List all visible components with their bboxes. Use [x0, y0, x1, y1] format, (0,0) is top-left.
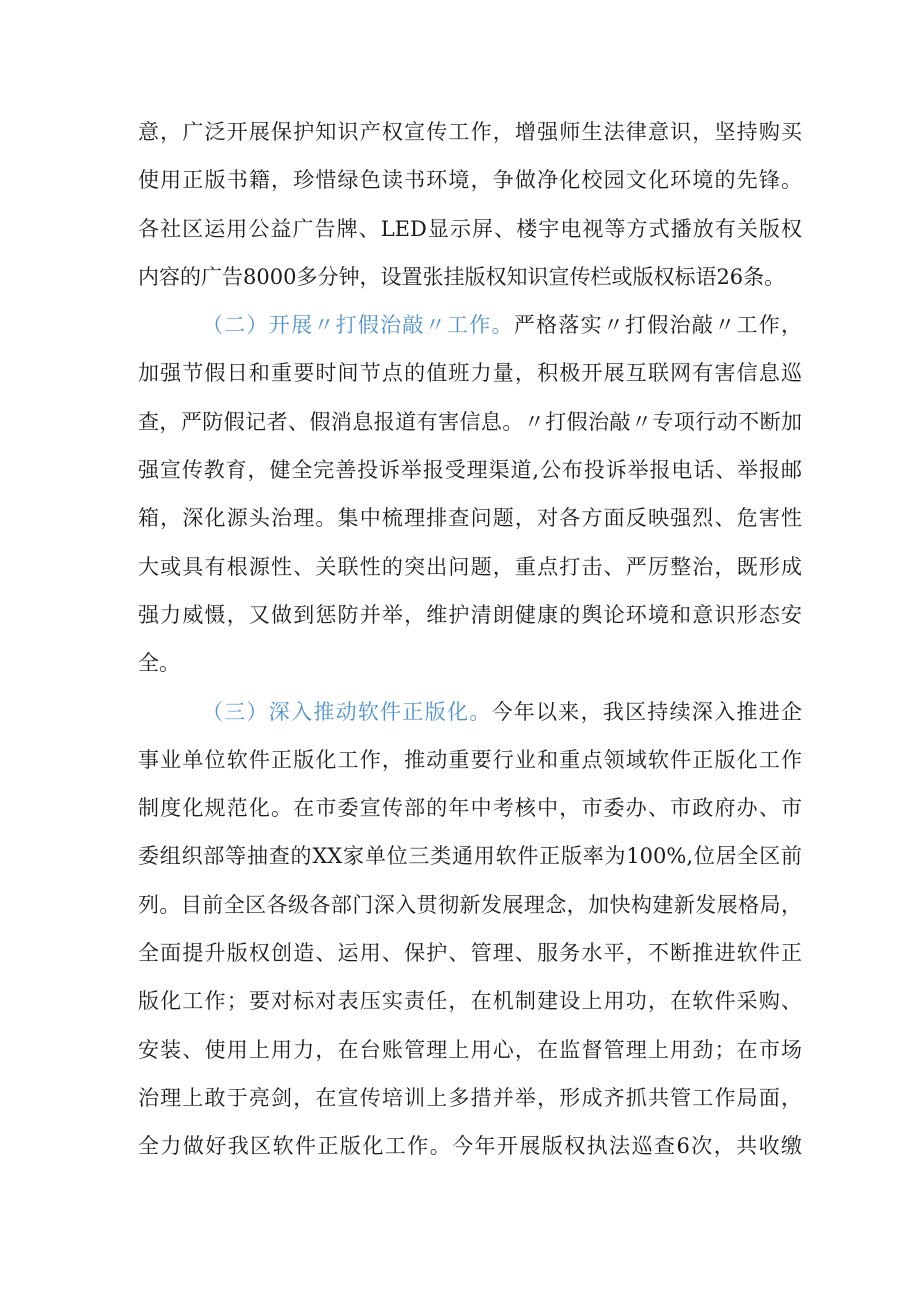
body-text-line: 使用正版书籍，珍惜绿色读书环境，争做净化校园文化环境的先锋。 [138, 168, 802, 193]
body-text-line: 全面提升版权创造、运用、保护、管理、服务水平，不断推进软件正 [138, 941, 802, 966]
paragraph-first-line [138, 301, 802, 349]
body-text-line: 列。目前全区各级各部门深入贯彻新发展理念，加快构建新发展格局， [138, 892, 802, 917]
body-text-line: 版化工作；要对标对表压实责任，在机制建设上用功，在软件采购、 [138, 989, 802, 1014]
body-text-line: 安装、使用上用力，在台账管理上用心，在监督管理上用劲；在市场 [138, 1037, 802, 1062]
body-text-line: 加强节假日和重要时间节点的值班力量，积极开展互联网有害信息巡 [138, 361, 802, 386]
body-text-line: 强力威慑，又做到惩防并举，维护清朗健康的舆论环境和意识形态安 [138, 602, 802, 627]
body-text: 今年以来，我区持续深入推进企 [491, 699, 802, 724]
section-heading: （三）深入推动软件正版化。 [202, 699, 492, 724]
body-text-line: 制度化规范化。在市委宣传部的年中考核中，市委办、市政府办、市 [138, 796, 802, 821]
body-text-line: 全。 [138, 651, 180, 676]
body-text-line: 箱，深化源头治理。集中梳理排查问题，对各方面反映强烈、危害性 [138, 506, 802, 531]
body-text-line: 强宣传教育，健全完善投诉举报受理渠道,公布投诉举报电话、举报邮 [138, 458, 802, 483]
body-text-line: 意，广泛开展保护知识产权宣传工作，增强师生法律意识，坚持购买 [138, 120, 802, 144]
body-text-line: 治理上敢于亮剑，在宣传培训上多措并举，形成齐抓共管工作局面， [138, 1085, 802, 1110]
body-text: 严格落实〃打假治敲〃工作， [513, 313, 803, 338]
body-text-line: 各社区运用公益广告牌、LED显示屏、楼宇电视等方式播放有关版权 [138, 216, 802, 241]
paragraph-first-line [138, 688, 802, 736]
body-text-line: 委组织部等抽查的XX家单位三类通用软件正版率为100%,位居全区前 [138, 844, 802, 869]
body-text-line: 事业单位软件正版化工作，推动重要行业和重点领域软件正版化工作 [138, 747, 802, 772]
body-text-line: 查，严防假记者、假消息报道有害信息。〃打假治敲〃专项行动不断加 [138, 409, 802, 434]
body-text-line: 全力做好我区软件正版化工作。今年开展版权执法巡查6次，共收缴 [138, 1134, 802, 1159]
document-body [138, 108, 802, 1171]
body-text-line: 大或具有根源性、关联性的突出问题，重点打击、严厉整治，既形成 [138, 554, 802, 579]
body-text-line: 内容的广告8000多分钟，设置张挂版权知识宣传栏或版权标语26条。 [138, 264, 786, 289]
section-heading: （二）开展〃打假治敲〃工作。 [202, 313, 514, 338]
